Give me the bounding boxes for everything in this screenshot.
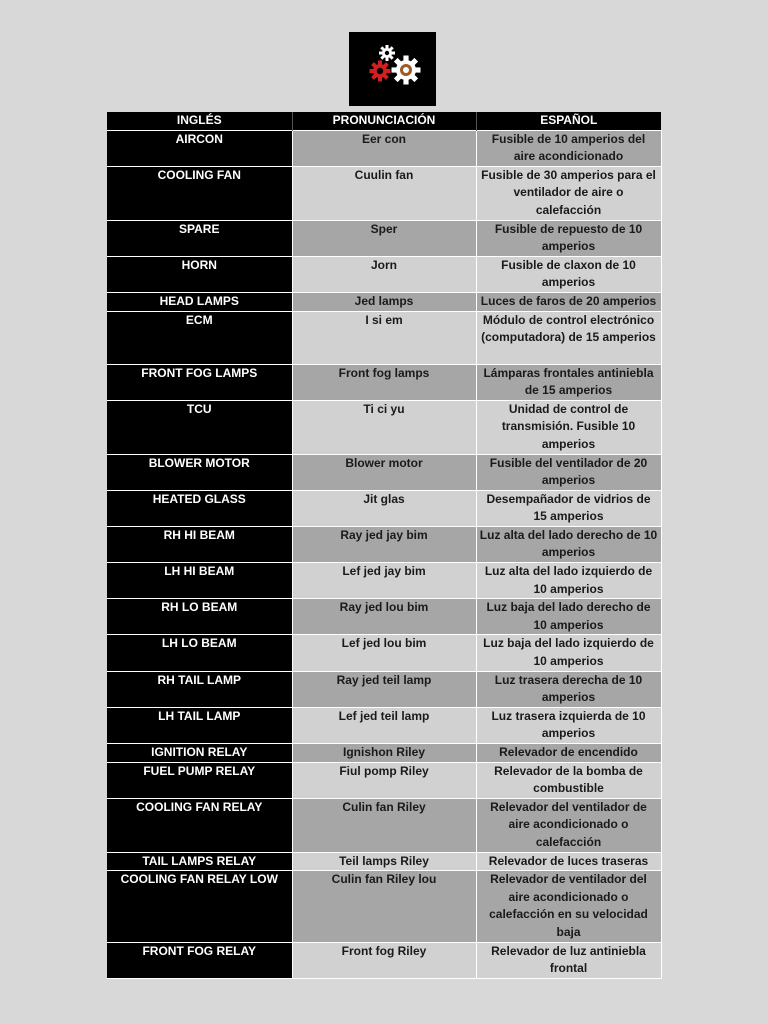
cell-pronunciation: Jit glas (292, 490, 476, 526)
cell-english-term: FUEL PUMP RELAY (107, 762, 292, 798)
cell-spanish-description: Fusible de claxon de 10 amperios (476, 256, 661, 292)
cell-pronunciation: Ignishon Riley (292, 744, 476, 763)
table-row (107, 256, 661, 292)
header-pronunciacion: PRONUNCIACIÓN (292, 112, 476, 130)
cell-english-term: RH LO BEAM (107, 599, 292, 635)
cell-pronunciation: I si em (292, 311, 476, 364)
cell-english-term: COOLING FAN RELAY (107, 798, 292, 852)
table-row (107, 762, 661, 798)
cell-spanish-description: Relevador de luz antiniebla frontal (476, 942, 661, 978)
cell-english-term: TCU (107, 400, 292, 454)
cell-spanish-description: Luces de faros de 20 amperios (476, 292, 661, 311)
cell-english-term: HORN (107, 256, 292, 292)
cell-spanish-description: Desempañador de vidrios de 15 amperios (476, 490, 661, 526)
cell-pronunciation: Sper (292, 220, 476, 256)
cell-pronunciation: Cuulin fan (292, 166, 476, 220)
cell-english-term: LH HI BEAM (107, 563, 292, 599)
logo (349, 32, 436, 106)
table-row (107, 292, 661, 311)
cell-english-term: HEAD LAMPS (107, 292, 292, 311)
fuse-glossary-table (107, 112, 662, 979)
cell-spanish-description: Luz trasera derecha de 10 amperios (476, 671, 661, 707)
cell-spanish-description: Luz alta del lado izquierdo de 10 amperios (476, 563, 661, 599)
cell-english-term: HEATED GLASS (107, 490, 292, 526)
cell-spanish-description: Relevador de luces traseras (476, 852, 661, 871)
table-row (107, 852, 661, 871)
cell-pronunciation: Culin fan Riley lou (292, 871, 476, 942)
table-row (107, 454, 661, 490)
cell-pronunciation: Eer con (292, 130, 476, 166)
table-row (107, 220, 661, 256)
cell-pronunciation: Jorn (292, 256, 476, 292)
table-row (107, 364, 661, 400)
cell-pronunciation: Lef jed teil lamp (292, 707, 476, 743)
cell-english-term: AIRCON (107, 130, 292, 166)
table-row (107, 311, 661, 364)
table-row (107, 707, 661, 743)
cell-english-term: COOLING FAN RELAY LOW (107, 871, 292, 942)
cell-english-term: FRONT FOG RELAY (107, 942, 292, 978)
cell-spanish-description: Fusible de repuesto de 10 amperios (476, 220, 661, 256)
header-ingles: INGLÉS (107, 112, 292, 130)
cell-spanish-description: Luz trasera izquierda de 10 amperios (476, 707, 661, 743)
header-row (107, 112, 661, 130)
table-row (107, 671, 661, 707)
cell-english-term: BLOWER MOTOR (107, 454, 292, 490)
cell-pronunciation: Ti ci yu (292, 400, 476, 454)
table-row (107, 563, 661, 599)
cell-english-term: ECM (107, 311, 292, 364)
cell-english-term: RH HI BEAM (107, 526, 292, 562)
cell-pronunciation: Ray jed lou bim (292, 599, 476, 635)
cell-pronunciation: Fiul pomp Riley (292, 762, 476, 798)
cell-english-term: RH TAIL LAMP (107, 671, 292, 707)
header-espanol: ESPAÑOL (476, 112, 661, 130)
cell-pronunciation: Culin fan Riley (292, 798, 476, 852)
table-row (107, 526, 661, 562)
cell-english-term: IGNITION RELAY (107, 744, 292, 763)
cell-english-term: SPARE (107, 220, 292, 256)
cell-english-term: LH LO BEAM (107, 635, 292, 671)
table-row (107, 130, 661, 166)
table-row (107, 744, 661, 763)
cell-spanish-description: Relevador de la bomba de combustible (476, 762, 661, 798)
table-row (107, 942, 661, 978)
cell-spanish-description: Relevador de ventilador del aire acondicionado o calefacción en su velocidad baja (476, 871, 661, 942)
table-row (107, 166, 661, 220)
gears-icon (349, 32, 436, 106)
cell-spanish-description: Fusible del ventilador de 20 amperios (476, 454, 661, 490)
cell-pronunciation: Front fog lamps (292, 364, 476, 400)
cell-spanish-description: Relevador de encendido (476, 744, 661, 763)
cell-pronunciation: Ray jed teil lamp (292, 671, 476, 707)
cell-pronunciation: Lef jed jay bim (292, 563, 476, 599)
cell-english-term: TAIL LAMPS RELAY (107, 852, 292, 871)
cell-pronunciation: Front fog Riley (292, 942, 476, 978)
cell-spanish-description: Fusible de 30 amperios para el ventilador de aire o calefacción (476, 166, 661, 220)
cell-english-term: COOLING FAN (107, 166, 292, 220)
cell-spanish-description: Relevador del ventilador de aire acondicionado o calefacción (476, 798, 661, 852)
cell-pronunciation: Jed lamps (292, 292, 476, 311)
table-row (107, 599, 661, 635)
cell-english-term: LH TAIL LAMP (107, 707, 292, 743)
table-row (107, 798, 661, 852)
table-row (107, 871, 661, 942)
table-row (107, 490, 661, 526)
table-row (107, 635, 661, 671)
cell-pronunciation: Lef jed lou bim (292, 635, 476, 671)
cell-pronunciation: Ray jed jay bim (292, 526, 476, 562)
cell-english-term: FRONT FOG LAMPS (107, 364, 292, 400)
table-row (107, 400, 661, 454)
cell-spanish-description: Luz baja del lado derecho de 10 amperios (476, 599, 661, 635)
cell-spanish-description: Unidad de control de transmisión. Fusible 10 amperios (476, 400, 661, 454)
cell-pronunciation: Blower motor (292, 454, 476, 490)
cell-spanish-description: Módulo de control electrónico (computadora) de 15 amperios (476, 311, 661, 364)
cell-pronunciation: Teil lamps Riley (292, 852, 476, 871)
cell-spanish-description: Fusible de 10 amperios del aire acondicionado (476, 130, 661, 166)
cell-spanish-description: Luz baja del lado izquierdo de 10 amperios (476, 635, 661, 671)
cell-spanish-description: Luz alta del lado derecho de 10 amperios (476, 526, 661, 562)
cell-spanish-description: Lámparas frontales antiniebla de 15 amperios (476, 364, 661, 400)
